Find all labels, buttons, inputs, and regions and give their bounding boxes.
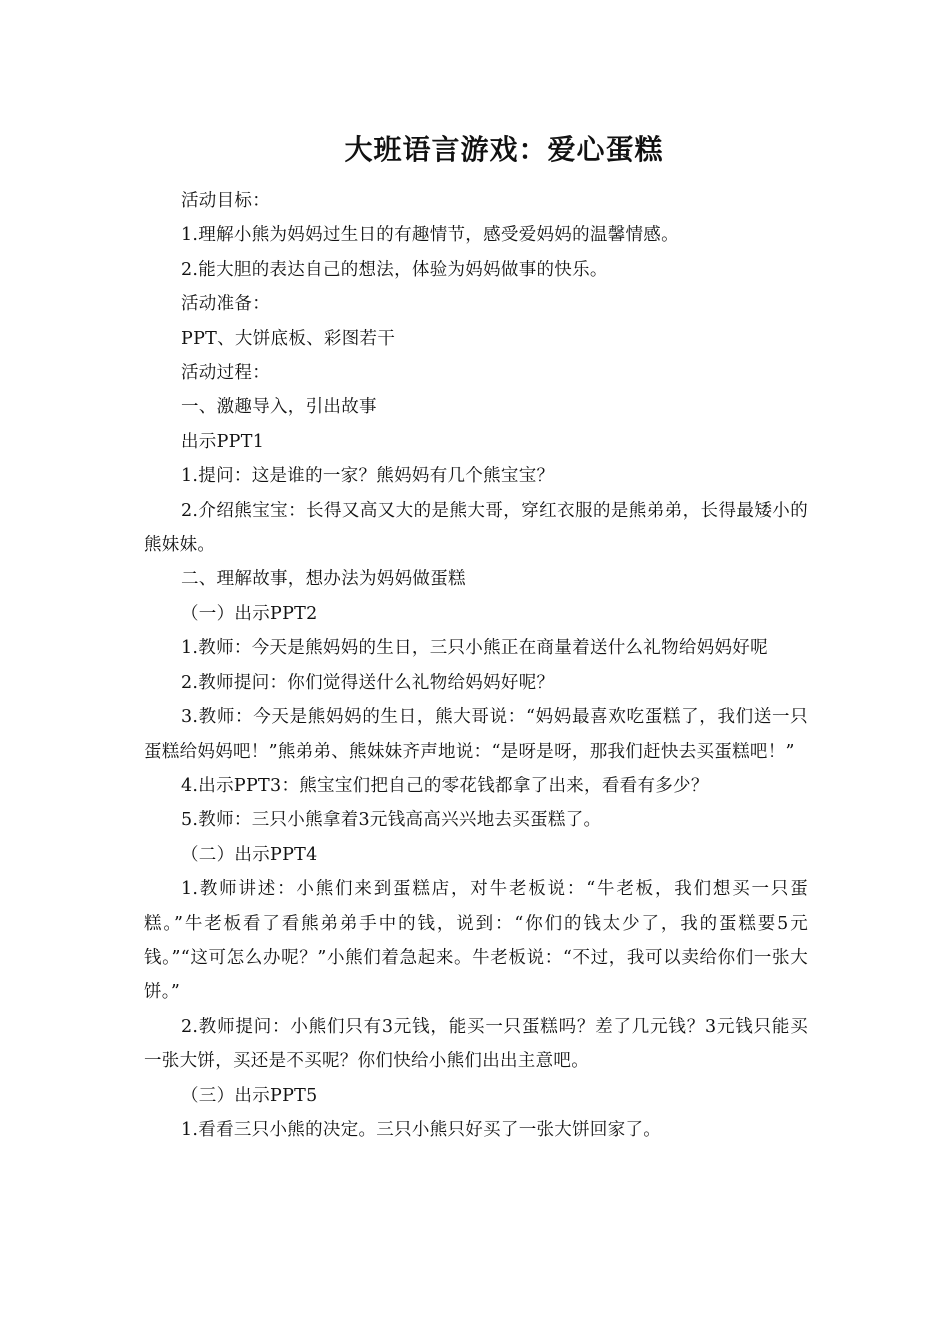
- document-title: 大班语言游戏：爱心蛋糕: [344, 133, 664, 166]
- paragraph: 2.介绍熊宝宝：长得又高又大的是熊大哥，穿红衣服的是熊弟弟，长得最矮小的熊妹妹。: [144, 500, 808, 556]
- paragraph: 1.提问：这是谁的一家？熊妈妈有几个熊宝宝？: [181, 466, 555, 487]
- paragraph: 活动目标：: [181, 191, 270, 211]
- paragraph: 活动准备：: [181, 294, 270, 315]
- paragraph: 1.教师讲述：小熊们来到蛋糕店，对牛老板说：“牛老板，我们想买一只蛋糕。”牛老板看了看熊弟弟手中的钱，说到：“你们的钱太少了，我的蛋糕要5元钱。”“这可怎么办呢？”小熊们着急起来。牛老板说：“不过，我可以卖给你们一张大饼。”: [144, 879, 808, 1003]
- paragraph: 1.理解小熊为妈妈过生日的有趣情节，感受爱妈妈的温馨情感。: [181, 225, 679, 246]
- paragraph: 出示PPT1: [181, 431, 265, 452]
- paragraph: 二、理解故事，想办法为妈妈做蛋糕: [181, 569, 466, 590]
- paragraph: 5.教师：三只小熊拿着3元钱高高兴兴地去买蛋糕了。: [181, 810, 602, 831]
- paragraph: 4.出示PPT3：熊宝宝们把自己的零花钱都拿了出来，看看有多少？: [181, 775, 709, 796]
- paragraph: 2.教师提问：你们觉得送什么礼物给妈妈好呢？: [181, 672, 555, 693]
- document-body: [144, 184, 808, 1147]
- paragraph: （二）出示PPT4: [181, 844, 318, 865]
- paragraph: 一、激趣导入，引出故事: [181, 397, 377, 418]
- paragraph: 2.能大胆的表达自己的想法，体验为妈妈做事的快乐。: [181, 259, 608, 280]
- paragraph: 活动过程：: [181, 363, 270, 384]
- paragraph: 1.看看三只小熊的决定。三只小熊只好买了一张大饼回家了。: [181, 1119, 662, 1140]
- paragraph: 2.教师提问：小熊们只有3元钱，能买一只蛋糕吗？差了几元钱？3元钱只能买一张大饼，买还是不买呢？你们快给小熊们出出主意吧。: [144, 1016, 808, 1072]
- paragraph: PPT、大饼底板、彩图若干: [181, 328, 396, 349]
- paragraph: 1.教师：今天是熊妈妈的生日，三只小熊正在商量着送什么礼物给妈妈好呢: [181, 638, 768, 659]
- paragraph: 3.教师：今天是熊妈妈的生日，熊大哥说：“妈妈最喜欢吃蛋糕了，我们送一只蛋糕给妈妈吧！”熊弟弟、熊妹妹齐声地说：“是呀是呀，那我们赶快去买蛋糕吧！”: [144, 707, 808, 762]
- paragraph: （三）出示PPT5: [181, 1085, 318, 1106]
- paragraph: （一）出示PPT2: [181, 603, 318, 624]
